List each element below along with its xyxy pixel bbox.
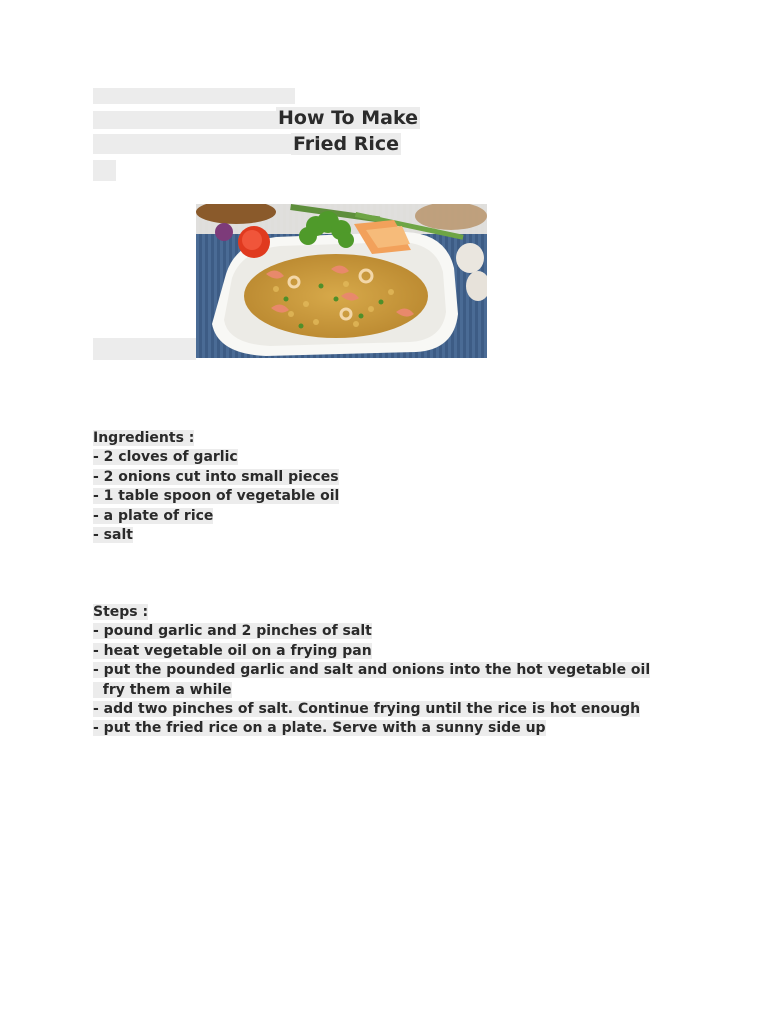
ingredient-item: - a plate of rice — [93, 507, 214, 524]
blank-line-highlight-1 — [93, 88, 295, 104]
ingredient-item: - salt — [93, 526, 133, 543]
steps-list — [93, 602, 650, 738]
step-item: - put the pounded garlic and salt and onions into the hot vegetable oil — [93, 662, 651, 679]
step-item: - heat vegetable oil on a frying pan — [93, 642, 372, 659]
step-item: - pound garlic and 2 pinches of salt — [93, 623, 372, 640]
title-line-1: How To Make — [278, 107, 418, 129]
blank-line-highlight-4 — [93, 160, 116, 181]
step-item: - add two pinches of salt. Continue frying until the rice is hot enough — [93, 700, 641, 717]
blank-line-highlight-5 — [93, 338, 196, 360]
ingredients-list — [93, 428, 339, 544]
ingredient-item: - 2 onions cut into small pieces — [93, 468, 339, 485]
fried-rice-photo — [196, 204, 487, 358]
ingredient-item: - 2 cloves of garlic — [93, 449, 238, 466]
step-item: - put the fried rice on a plate. Serve with a sunny side up — [93, 720, 546, 737]
step-item: fry them a while — [93, 681, 232, 698]
ingredients-heading: Ingredients : — [93, 430, 195, 446]
ingredient-item: - 1 table spoon of vegetable oil — [93, 488, 340, 505]
blank-line-highlight-3 — [93, 134, 293, 154]
blank-line-highlight-2 — [93, 111, 278, 129]
title-line-2: Fried Rice — [293, 133, 400, 155]
steps-heading: Steps : — [93, 604, 149, 620]
